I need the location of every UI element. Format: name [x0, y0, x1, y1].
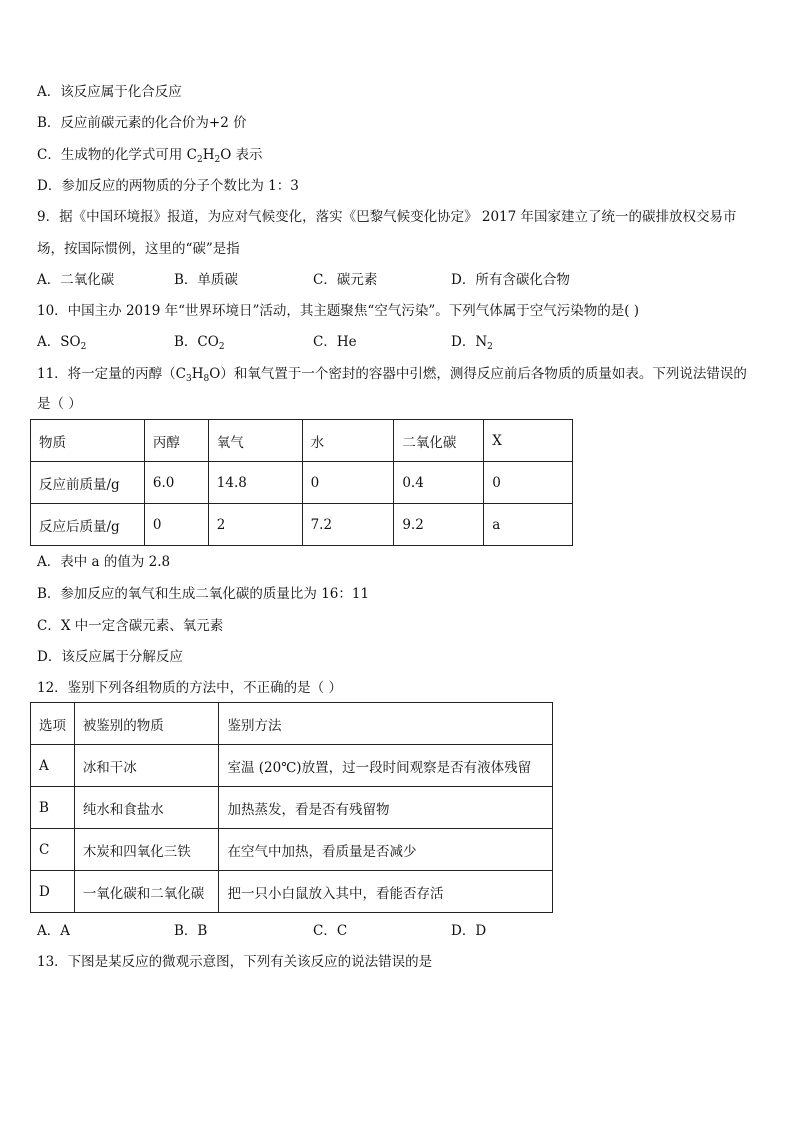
table-cell: C	[31, 829, 75, 871]
subscript: 2	[487, 342, 493, 352]
q9-option-c: C．碳元素	[313, 272, 378, 288]
q12-method-table	[30, 702, 553, 913]
table-cell: 一氧化碳和二氧化碳	[74, 871, 219, 913]
table-header-cell: 选项	[31, 703, 75, 745]
table-header-cell: 被鉴别的物质	[74, 703, 219, 745]
q9-option-d: D．所有含碳化合物	[451, 272, 570, 288]
table-cell: 木炭和四氧化三铁	[74, 829, 219, 871]
q8-option-c	[37, 146, 263, 164]
q10-option-d	[451, 333, 493, 351]
table-cell: A	[31, 745, 75, 787]
q10-stem: 10．中国主办 2019 年“世界环境日”活动，其主题聚焦“空气污染”。下列气体属于空气污染物的是( )	[37, 303, 640, 319]
q11-option-c: C．X 中一定含碳元素、氧元素	[37, 618, 224, 634]
q11-stem-text: 11．将一定量的丙醇（C	[37, 366, 187, 382]
q9-stem-line2: 场，按国际惯例，这里的“碳”是指	[37, 241, 240, 257]
q12-option-b: B．B	[174, 923, 208, 939]
table-header-cell: 鉴别方法	[219, 703, 553, 745]
q9-stem-line1: 9．据《中国环境报》报道，为应对气候变化，落实《巴黎气候变化协定》 2017 年国家建立了统一的碳排放权交易市	[37, 209, 737, 225]
q11-option-b: B．参加反应的氧气和生成二氧化碳的质量比为 16：11	[37, 586, 370, 602]
q10-option-b-text: B．CO	[174, 334, 219, 350]
table-cell: D	[31, 871, 75, 913]
q11-stem-text: O）和氧气置于一个密封的容器中引燃，测得反应前后各物质的质量如表。下列说法错误的	[209, 366, 747, 382]
q8-option-b: B．反应前碳元素的化合价为+2 价	[37, 115, 247, 131]
q11-stem-text: H	[191, 366, 204, 382]
subscript: 2	[218, 342, 225, 352]
table-cell: 室温 (20℃)放置，过一段时间观察是否有液体残留	[219, 745, 553, 787]
table-cell: 把一只小白鼠放入其中，看能否存活	[219, 871, 553, 913]
table-header-cell: 丙醇	[144, 420, 208, 462]
q11-stem-line1	[37, 365, 747, 383]
table-cell: 冰和干冰	[74, 745, 219, 787]
q9-option-b: B．单质碳	[174, 272, 238, 288]
table-cell: 0	[302, 462, 394, 504]
table-cell: 0	[484, 462, 573, 504]
q8-option-c-text: O 表示	[220, 147, 263, 163]
q10-option-a-text: A．SO	[37, 334, 81, 350]
table-header-cell: 二氧化碳	[394, 420, 484, 462]
table-cell: 7.2	[302, 504, 394, 546]
table-header-row	[31, 420, 573, 462]
table-header-cell: X	[484, 420, 573, 462]
table-header-row	[31, 703, 553, 745]
q12-option-d: D．D	[451, 923, 487, 939]
q9-option-a: A．二氧化碳	[37, 272, 115, 288]
q10-option-a	[37, 333, 86, 351]
q13-stem: 13．下图是某反应的微观示意图，下列有关该反应的说法错误的是	[37, 954, 433, 970]
table-cell: 纯水和食盐水	[74, 787, 219, 829]
table-cell: 反应后质量/g	[31, 504, 145, 546]
table-row	[31, 504, 573, 546]
q12-stem: 12．鉴别下列各组物质的方法中，不正确的是（ ）	[37, 680, 342, 696]
subscript: 2	[196, 155, 203, 165]
table-row	[31, 462, 573, 504]
table-header-cell: 水	[302, 420, 394, 462]
table-cell: 2	[208, 504, 302, 546]
q8-option-c-text: C．生成物的化学式可用 C	[37, 147, 197, 163]
table-row	[31, 787, 553, 829]
q11-option-d: D．该反应属于分解反应	[37, 649, 183, 665]
subscript: 2	[214, 155, 221, 165]
table-header-cell: 物质	[31, 420, 145, 462]
table-cell: 0.4	[394, 462, 484, 504]
table-cell: B	[31, 787, 75, 829]
table-row	[31, 745, 553, 787]
q10-option-c: C．He	[313, 334, 357, 350]
table-cell: 9.2	[394, 504, 484, 546]
table-row	[31, 871, 553, 913]
table-cell: 反应前质量/g	[31, 462, 145, 504]
table-cell: 加热蒸发，看是否有残留物	[219, 787, 553, 829]
q8-option-d: D．参加反应的两物质的分子个数比为 1：3	[37, 178, 299, 194]
subscript: 3	[186, 374, 192, 384]
table-cell: a	[484, 504, 573, 546]
q11-option-a: A．表中 a 的值为 2.8	[37, 554, 171, 570]
table-cell: 0	[144, 504, 208, 546]
q8-option-a: A．该反应属于化合反应	[37, 84, 182, 100]
q10-option-d-text: D．N	[451, 334, 488, 350]
q11-mass-table	[30, 419, 573, 546]
subscript: 2	[80, 342, 87, 352]
table-row	[31, 829, 553, 871]
q10-option-b	[174, 333, 225, 351]
q12-option-c: C．C	[313, 923, 348, 939]
table-cell: 在空气中加热，看质量是否减少	[219, 829, 553, 871]
subscript: 8	[203, 374, 210, 384]
q8-option-c-text: H	[202, 147, 215, 163]
table-cell: 14.8	[208, 462, 302, 504]
table-cell: 6.0	[144, 462, 208, 504]
table-header-cell: 氧气	[208, 420, 302, 462]
q12-option-a: A．A	[37, 923, 70, 939]
q11-stem-line2: 是（ ）	[37, 396, 82, 412]
